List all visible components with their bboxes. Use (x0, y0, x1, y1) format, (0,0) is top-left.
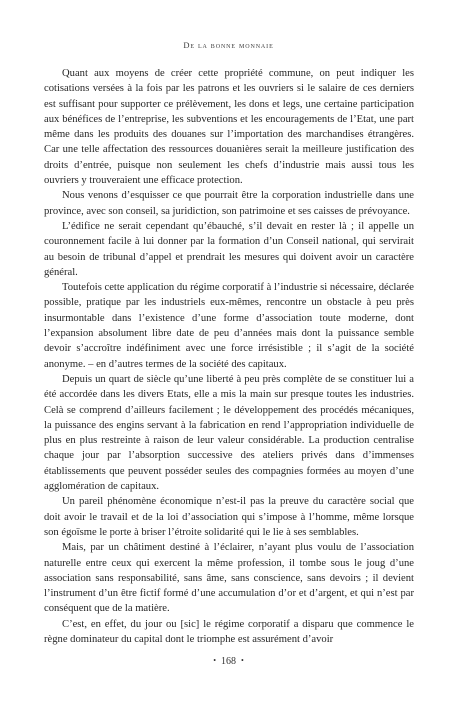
paragraph: Mais, par un châtiment destiné à l’éclairer, n’ayant plus voulu de l’association naturelle entre ceux qui exercent la même profession, il tombe sous le joug d’une association sans responsabilité, sans âme, sans conscience, sans devoirs ; il devient l’instrument d’un être fictif formé d’une accumulation d’or et d’argent, et qui n’est par conséquent que de la matière. (44, 542, 414, 615)
paragraph: Toutefois cette application du régime corporatif à l’industrie si nécessaire, déclarée possible, pratique par les industriels eux-mêmes, rencontre un obstacle à peu près insurmontable dans l’existence d’une forme d’association toute moderne, dont l’expansion absolument libre date de peu d’années mais dont la puissance semble devoir s’accroître indéfiniment avec une force irrésistible ; il s’agit de la société anonyme. – en d’autres termes de la société des capitaux. (44, 282, 414, 370)
folio-ornament-right: • (241, 656, 244, 665)
page-number-footer (0, 656, 457, 667)
paragraph: Depuis un quart de siècle qu’une liberté à peu près complète de se constituer lui a été accordée dans les divers Etats, elle a mis la main sur presque toutes les industries. Celà se comprend d’ailleurs facilement ; le développement des procédés mécaniques, la puissance des engins servant à la fabrication en rend l’appropriation individuelle de plus en plus restreinte à raison de leur valeur considérable. La production centralise chaque jour par l’absorption successive des ateliers privés dans d’immenses établissements que peuvent posséder seules des compagnies formées au moyen d’une agglomération de capitaux. (44, 373, 414, 493)
body-text (44, 66, 414, 647)
folio-ornament-left: • (213, 656, 216, 665)
paragraph: Un pareil phénomène économique n’est-il pas la preuve du caractère social que doit avoir le travail et de la loi d’association qui s’impose à l’homme, même lorsque son égoïsme le porte à briser l’étroite solidarité qui le lie à ses semblables. (44, 496, 414, 538)
running-head: De la bonne monnaie (183, 40, 274, 50)
page-number: 168 (221, 656, 236, 667)
paragraph: Quant aux moyens de créer cette propriété commune, on peut indiquer les cotisations versées à la fois par les patrons et les ouvriers si le salaire de ces derniers est suffisant pour supporter ce prélèvement, les dons et legs, une certaine participation aux bénéfices de l’entreprise, les subventions et les encouragements de l’Etat, une part même dans les produits des douanes sur l’importation des marchandises étrangères. Car une telle affectation des ressources douanières serait la meilleure justification des droits d’entrée, puisque non seulement les chefs d’industrie mais aussi tous les ouvriers y trouveraient une efficace protection. (44, 68, 414, 187)
paragraph: L’édifice ne serait cependant qu’ébauché, s’il devait en rester là ; il appelle un couronnement facile à lui donner par la formation d’un Conseil national, qui servirait au besoin de tribunal d’appel et prendrait les mesures qui doivent avoir un caractère général. (44, 220, 414, 278)
paragraph: Nous venons d’esquisser ce que pourrait être la corporation industrielle dans une province, avec son conseil, sa juridiction, son patrimoine et ses caisses de prévoyance. (44, 190, 414, 217)
paragraph: C’est, en effet, du jour ou [sic] le régime corporatif a disparu que commence le règne dominateur du capital dont le triomphe est assurément d’avoir (44, 618, 414, 645)
